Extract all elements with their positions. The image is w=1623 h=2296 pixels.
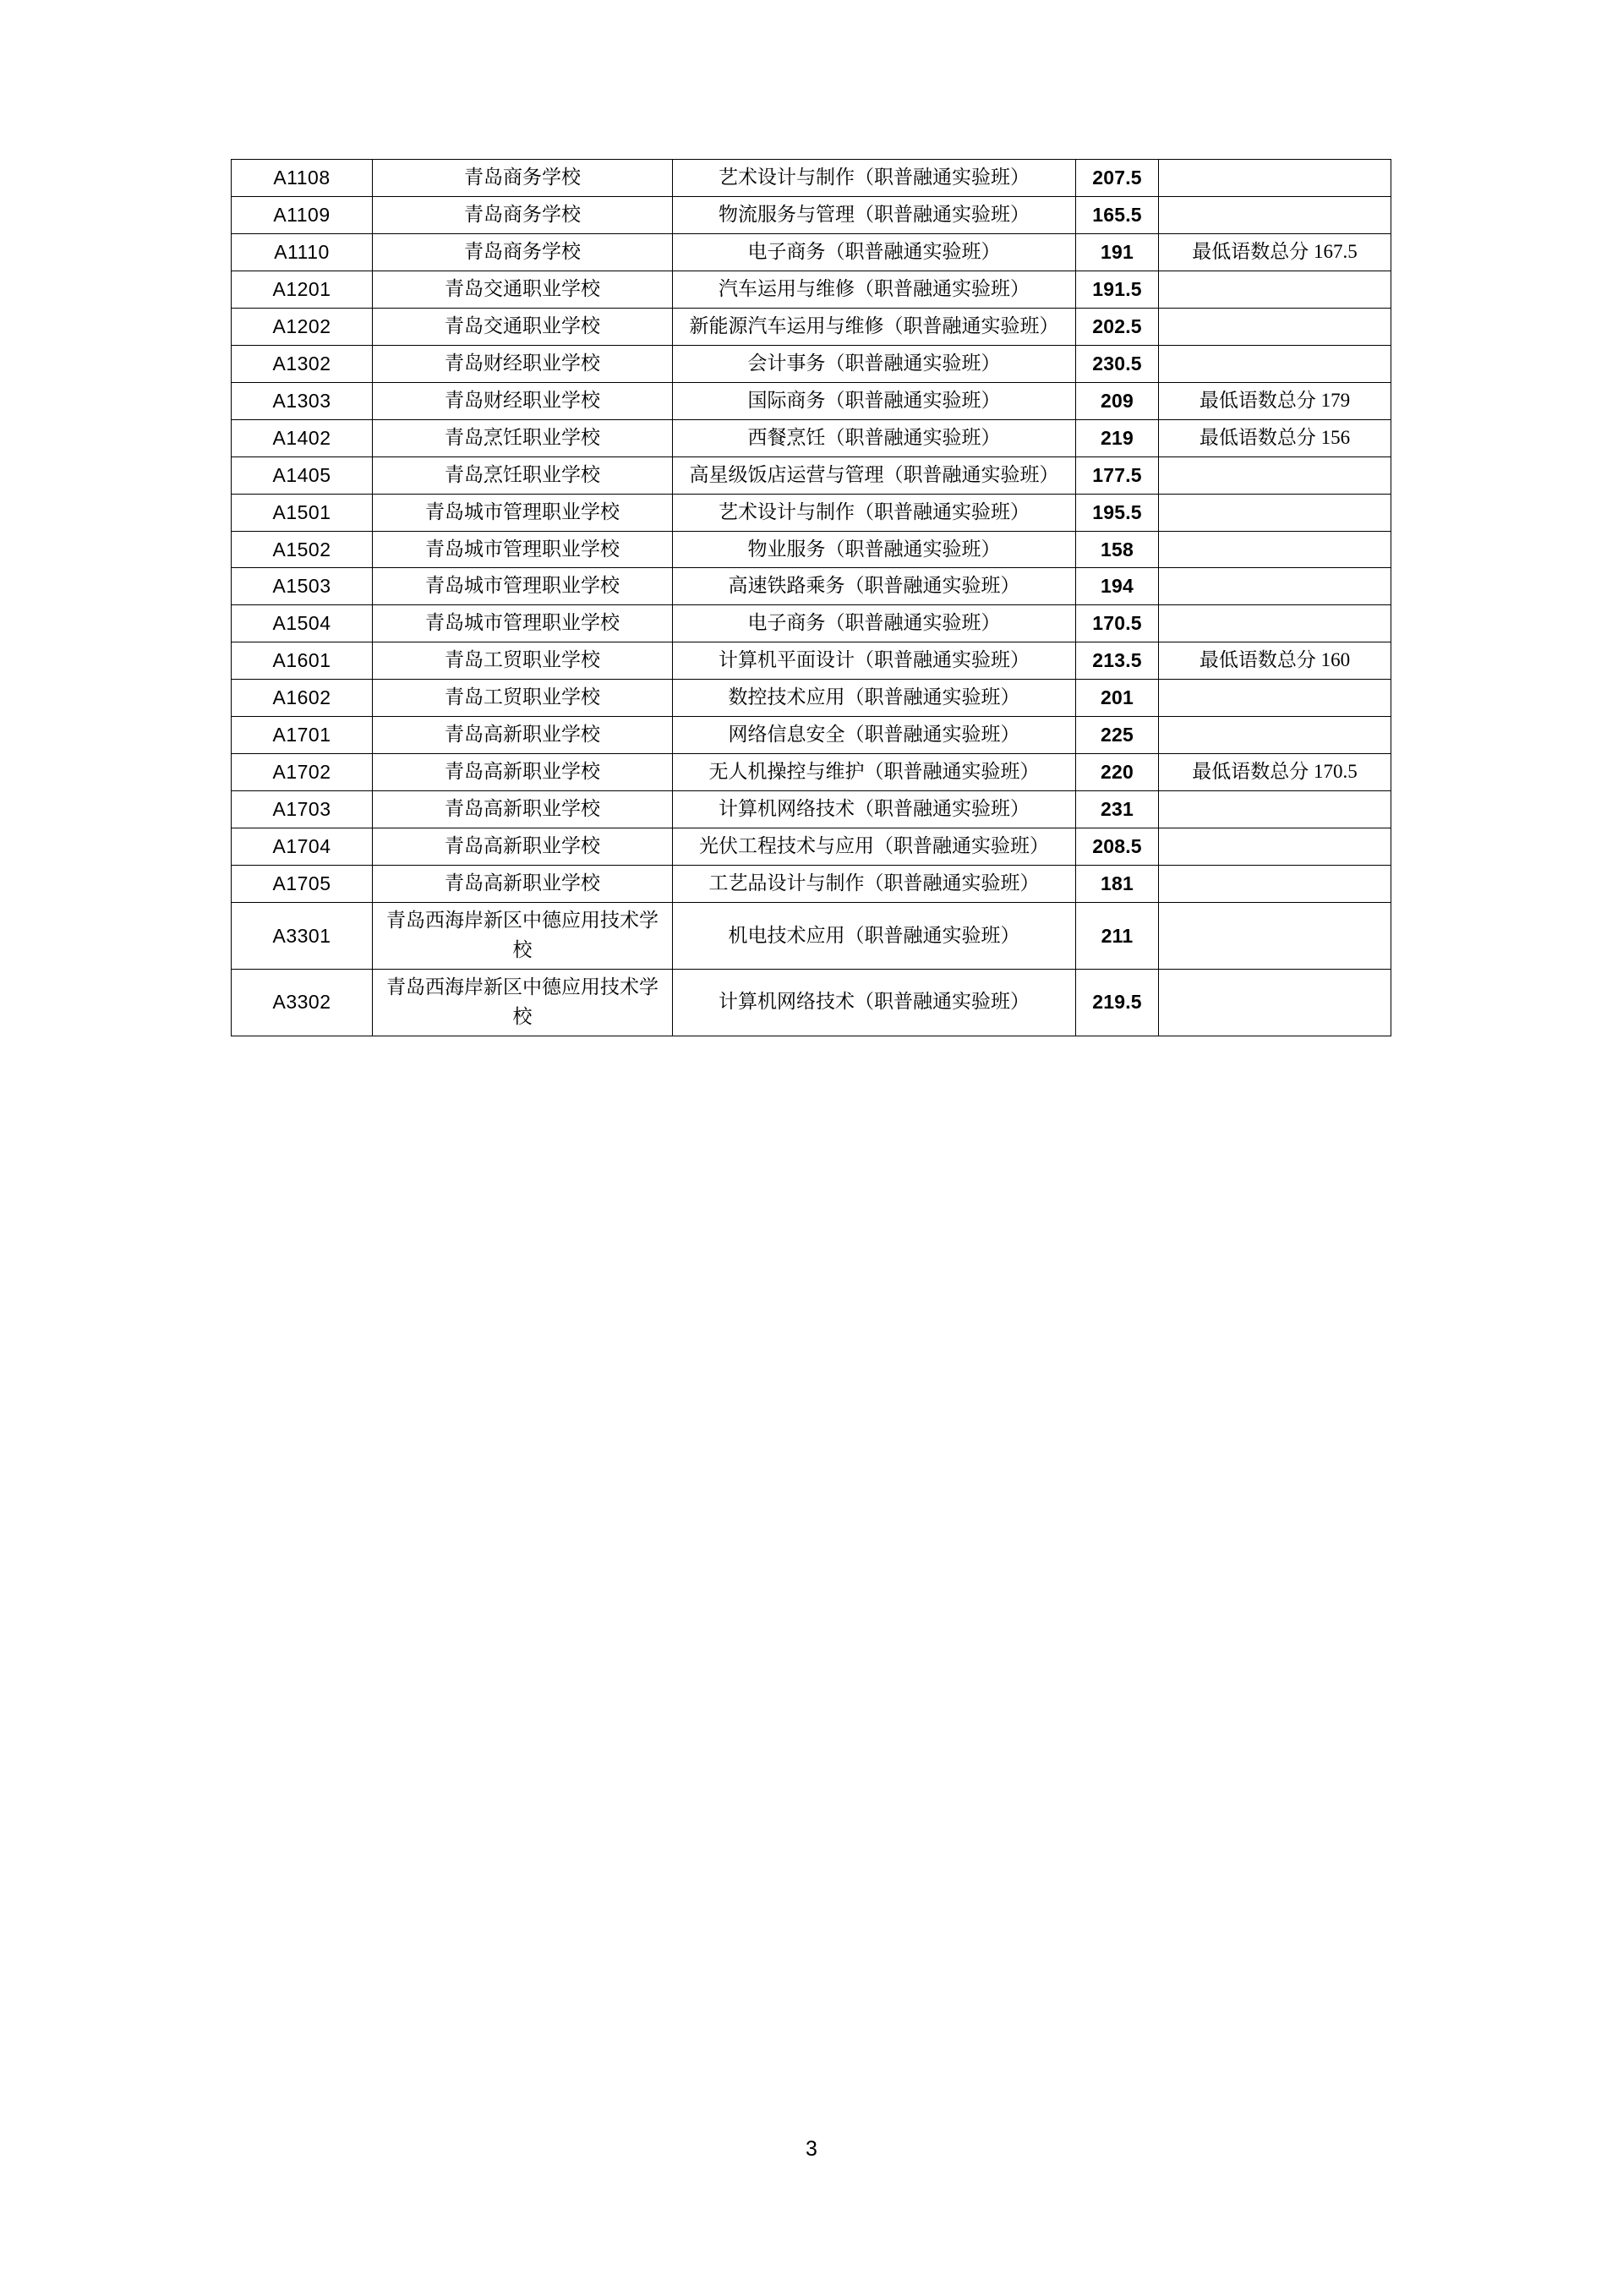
table-row <box>232 419 1391 456</box>
cell-remark <box>1159 531 1391 568</box>
cell-school-code: A1405 <box>232 456 373 494</box>
table-row <box>232 969 1391 1036</box>
table-row <box>232 866 1391 903</box>
cell-remark <box>1159 494 1391 531</box>
cell-major-name: 汽车运用与维修（职普融通实验班） <box>673 271 1076 308</box>
cell-remark: 最低语数总分 156 <box>1159 419 1391 456</box>
table-row <box>232 494 1391 531</box>
cell-major-name: 数控技术应用（职普融通实验班） <box>673 680 1076 717</box>
cell-min-score: 219.5 <box>1076 969 1159 1036</box>
table-row <box>232 233 1391 271</box>
cell-school-code: A1704 <box>232 828 373 866</box>
cell-school-code: A1702 <box>232 754 373 791</box>
cell-school-name: 青岛高新职业学校 <box>373 828 673 866</box>
cell-major-name: 高星级饭店运营与管理（职普融通实验班） <box>673 456 1076 494</box>
cell-min-score: 231 <box>1076 791 1159 828</box>
cell-school-name: 青岛商务学校 <box>373 160 673 197</box>
cell-remark <box>1159 271 1391 308</box>
cell-school-name: 青岛工贸职业学校 <box>373 680 673 717</box>
cell-min-score: 195.5 <box>1076 494 1159 531</box>
cell-school-code: A3301 <box>232 903 373 970</box>
cell-school-name: 青岛西海岸新区中德应用技术学校 <box>373 969 673 1036</box>
cell-major-name: 艺术设计与制作（职普融通实验班） <box>673 494 1076 531</box>
table-row <box>232 345 1391 382</box>
cell-min-score: 191.5 <box>1076 271 1159 308</box>
cell-min-score: 230.5 <box>1076 345 1159 382</box>
cell-remark <box>1159 196 1391 233</box>
cell-remark <box>1159 456 1391 494</box>
cell-min-score: 209 <box>1076 382 1159 419</box>
cell-min-score: 225 <box>1076 717 1159 754</box>
cell-major-name: 机电技术应用（职普融通实验班） <box>673 903 1076 970</box>
cell-major-name: 艺术设计与制作（职普融通实验班） <box>673 160 1076 197</box>
table-row <box>232 717 1391 754</box>
table-row <box>232 568 1391 605</box>
cell-school-code: A1504 <box>232 605 373 642</box>
page-number: 3 <box>806 2137 817 2161</box>
cell-min-score: 158 <box>1076 531 1159 568</box>
cell-school-name: 青岛高新职业学校 <box>373 866 673 903</box>
table-row <box>232 160 1391 197</box>
cell-school-name: 青岛城市管理职业学校 <box>373 531 673 568</box>
cell-school-name: 青岛交通职业学校 <box>373 271 673 308</box>
cell-min-score: 213.5 <box>1076 642 1159 680</box>
cell-min-score: 170.5 <box>1076 605 1159 642</box>
cell-remark <box>1159 605 1391 642</box>
cell-remark <box>1159 903 1391 970</box>
cell-major-name: 新能源汽车运用与维修（职普融通实验班） <box>673 308 1076 345</box>
cell-school-code: A1501 <box>232 494 373 531</box>
table-row <box>232 456 1391 494</box>
cell-min-score: 201 <box>1076 680 1159 717</box>
cell-school-name: 青岛工贸职业学校 <box>373 642 673 680</box>
cell-school-name: 青岛交通职业学校 <box>373 308 673 345</box>
cell-remark <box>1159 568 1391 605</box>
cell-school-code: A1108 <box>232 160 373 197</box>
cell-min-score: 177.5 <box>1076 456 1159 494</box>
cell-school-code: A1701 <box>232 717 373 754</box>
cell-remark <box>1159 717 1391 754</box>
cell-school-code: A1703 <box>232 791 373 828</box>
table-row <box>232 680 1391 717</box>
cell-min-score: 211 <box>1076 903 1159 970</box>
cell-major-name: 高速铁路乘务（职普融通实验班） <box>673 568 1076 605</box>
cell-remark: 最低语数总分 179 <box>1159 382 1391 419</box>
table-body <box>232 160 1391 1036</box>
cell-school-name: 青岛城市管理职业学校 <box>373 494 673 531</box>
cell-remark <box>1159 969 1391 1036</box>
cell-school-code: A1201 <box>232 271 373 308</box>
cell-remark <box>1159 308 1391 345</box>
cell-remark <box>1159 345 1391 382</box>
cell-remark <box>1159 828 1391 866</box>
cell-major-name: 工艺品设计与制作（职普融通实验班） <box>673 866 1076 903</box>
cell-school-code: A1402 <box>232 419 373 456</box>
cell-school-name: 青岛商务学校 <box>373 196 673 233</box>
cell-remark: 最低语数总分 167.5 <box>1159 233 1391 271</box>
cell-school-code: A1602 <box>232 680 373 717</box>
cell-school-code: A1202 <box>232 308 373 345</box>
cell-remark <box>1159 866 1391 903</box>
cell-min-score: 219 <box>1076 419 1159 456</box>
cell-major-name: 计算机网络技术（职普融通实验班） <box>673 969 1076 1036</box>
cell-min-score: 202.5 <box>1076 308 1159 345</box>
table-row <box>232 903 1391 970</box>
table-row <box>232 382 1391 419</box>
cell-min-score: 220 <box>1076 754 1159 791</box>
cell-school-code: A1503 <box>232 568 373 605</box>
admission-score-table <box>231 159 1391 1036</box>
cell-school-name: 青岛高新职业学校 <box>373 791 673 828</box>
cell-school-code: A1705 <box>232 866 373 903</box>
table-row <box>232 271 1391 308</box>
cell-school-code: A3302 <box>232 969 373 1036</box>
cell-major-name: 会计事务（职普融通实验班） <box>673 345 1076 382</box>
table-row <box>232 791 1391 828</box>
cell-school-code: A1110 <box>232 233 373 271</box>
cell-min-score: 194 <box>1076 568 1159 605</box>
table-row <box>232 308 1391 345</box>
cell-school-code: A1502 <box>232 531 373 568</box>
cell-school-name: 青岛商务学校 <box>373 233 673 271</box>
cell-min-score: 207.5 <box>1076 160 1159 197</box>
cell-school-name: 青岛财经职业学校 <box>373 382 673 419</box>
cell-min-score: 191 <box>1076 233 1159 271</box>
cell-school-code: A1601 <box>232 642 373 680</box>
cell-school-name: 青岛城市管理职业学校 <box>373 605 673 642</box>
cell-major-name: 电子商务（职普融通实验班） <box>673 233 1076 271</box>
cell-major-name: 计算机平面设计（职普融通实验班） <box>673 642 1076 680</box>
cell-remark: 最低语数总分 170.5 <box>1159 754 1391 791</box>
cell-school-name: 青岛财经职业学校 <box>373 345 673 382</box>
table-row <box>232 754 1391 791</box>
admission-score-table-container <box>231 159 1391 1036</box>
cell-school-name: 青岛烹饪职业学校 <box>373 419 673 456</box>
cell-school-name: 青岛城市管理职业学校 <box>373 568 673 605</box>
cell-min-score: 181 <box>1076 866 1159 903</box>
cell-major-name: 网络信息安全（职普融通实验班） <box>673 717 1076 754</box>
cell-remark <box>1159 680 1391 717</box>
cell-major-name: 物业服务（职普融通实验班） <box>673 531 1076 568</box>
cell-min-score: 165.5 <box>1076 196 1159 233</box>
cell-major-name: 物流服务与管理（职普融通实验班） <box>673 196 1076 233</box>
cell-major-name: 电子商务（职普融通实验班） <box>673 605 1076 642</box>
cell-major-name: 西餐烹饪（职普融通实验班） <box>673 419 1076 456</box>
cell-major-name: 国际商务（职普融通实验班） <box>673 382 1076 419</box>
cell-major-name: 光伏工程技术与应用（职普融通实验班） <box>673 828 1076 866</box>
cell-school-code: A1303 <box>232 382 373 419</box>
cell-remark: 最低语数总分 160 <box>1159 642 1391 680</box>
cell-school-code: A1302 <box>232 345 373 382</box>
cell-school-code: A1109 <box>232 196 373 233</box>
cell-remark <box>1159 160 1391 197</box>
table-row <box>232 642 1391 680</box>
cell-major-name: 计算机网络技术（职普融通实验班） <box>673 791 1076 828</box>
table-row <box>232 531 1391 568</box>
cell-school-name: 青岛高新职业学校 <box>373 754 673 791</box>
cell-major-name: 无人机操控与维护（职普融通实验班） <box>673 754 1076 791</box>
cell-school-name: 青岛西海岸新区中德应用技术学校 <box>373 903 673 970</box>
table-row <box>232 196 1391 233</box>
cell-school-name: 青岛高新职业学校 <box>373 717 673 754</box>
table-row <box>232 605 1391 642</box>
cell-school-name: 青岛烹饪职业学校 <box>373 456 673 494</box>
cell-remark <box>1159 791 1391 828</box>
table-row <box>232 828 1391 866</box>
cell-min-score: 208.5 <box>1076 828 1159 866</box>
